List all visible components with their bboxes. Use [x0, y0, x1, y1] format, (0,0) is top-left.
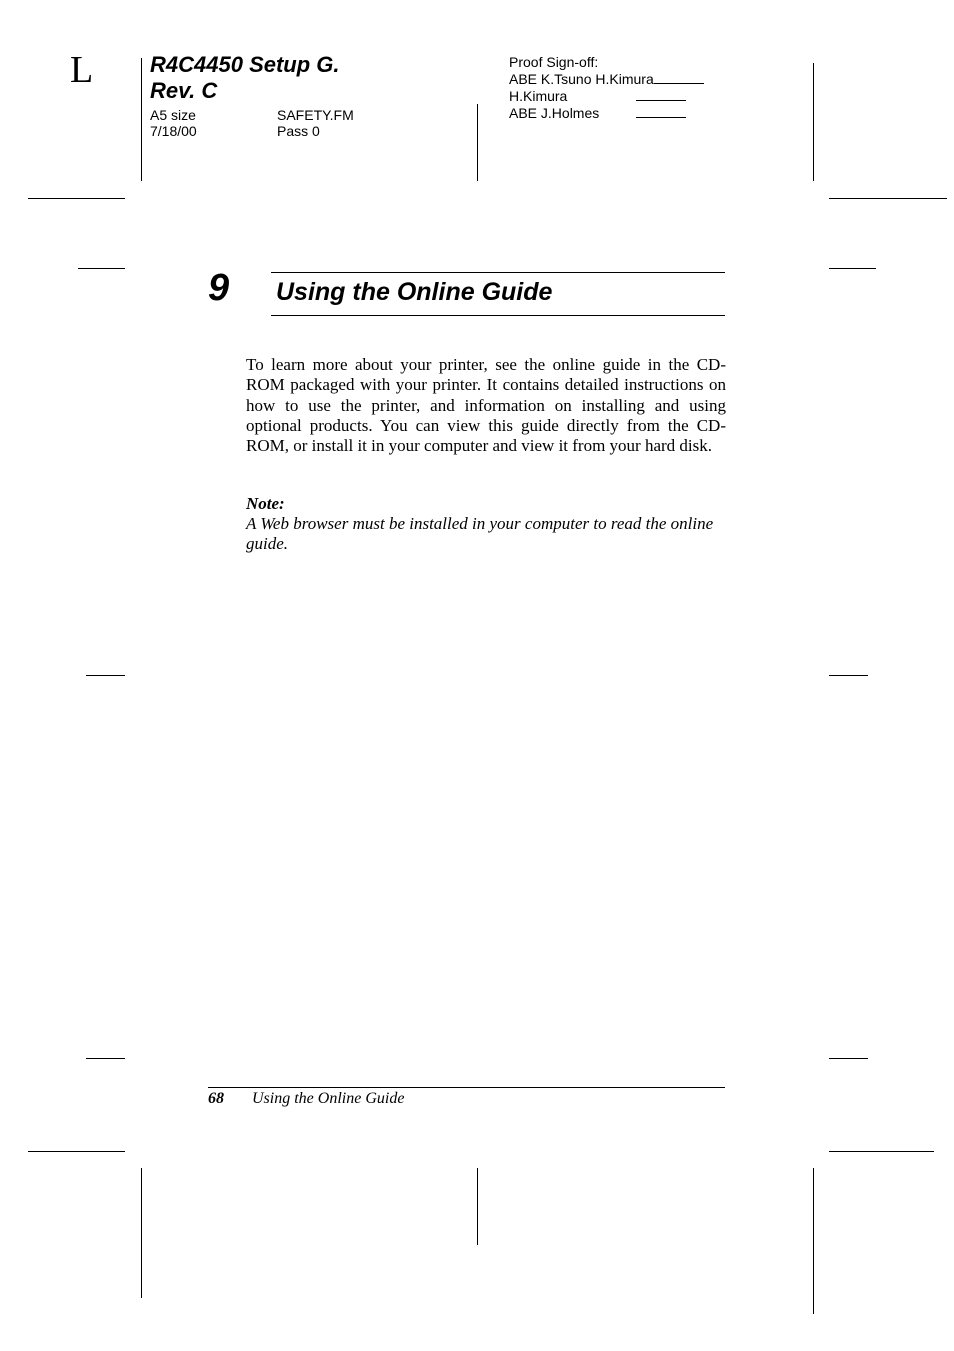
signoff-names: ABE J.Holmes — [509, 105, 600, 121]
page-number: 68 — [208, 1090, 224, 1107]
signoff-names: ABE K.Tsuno H.Kimura — [509, 71, 654, 87]
revision-date: 7/18/00 — [150, 123, 197, 139]
signature-line — [636, 105, 686, 118]
chapter-rule-bottom — [271, 315, 725, 316]
signature-line — [654, 71, 704, 84]
signoff-names: H.Kimura — [509, 88, 568, 104]
pass-number: Pass 0 — [277, 123, 320, 139]
crop-mark-horizontal — [829, 675, 868, 676]
chapter-title: Using the Online Guide — [276, 278, 553, 306]
crop-mark-horizontal — [78, 268, 125, 269]
document-title-line1: R4C4450 Setup G. — [150, 52, 340, 77]
crop-mark-vertical — [141, 58, 142, 181]
note-label: Note: — [246, 494, 285, 513]
proof-signoff — [509, 54, 704, 122]
page-size: A5 size — [150, 107, 196, 123]
document-title — [150, 52, 340, 104]
corner-letter: L — [70, 49, 94, 91]
document-title-line2: Rev. C — [150, 78, 218, 103]
chapter-rule-top — [271, 272, 725, 273]
crop-mark-vertical — [813, 1168, 814, 1314]
chapter-number: 9 — [208, 267, 230, 309]
signoff-row — [509, 105, 704, 122]
crop-mark-horizontal — [829, 268, 876, 269]
crop-mark-vertical — [477, 1168, 478, 1245]
footer-title: Using the Online Guide — [252, 1090, 405, 1107]
crop-mark-vertical — [477, 104, 478, 181]
crop-mark-horizontal — [829, 1151, 934, 1152]
crop-mark-horizontal — [86, 1058, 125, 1059]
crop-mark-horizontal — [28, 198, 125, 199]
note-text: A Web browser must be installed in your computer to read the online guide. — [246, 514, 714, 554]
crop-mark-vertical — [813, 63, 814, 181]
file-name: SAFETY.FM — [277, 107, 354, 123]
body-paragraph: To learn more about your printer, see the online guide in the CD-ROM packaged with your printer. It contains detailed instructions on how to use the printer, and information on installing and using optional products. You can view this guide directly from the CD-ROM, or install it in your computer and view it from your hard disk. — [246, 355, 726, 456]
signoff-row — [509, 71, 704, 88]
signoff-label: Proof Sign-off: — [509, 54, 599, 70]
crop-mark-horizontal — [28, 1151, 125, 1152]
crop-mark-horizontal — [829, 198, 947, 199]
signoff-row — [509, 88, 704, 105]
crop-mark-vertical — [141, 1168, 142, 1298]
crop-mark-horizontal — [86, 675, 125, 676]
crop-mark-horizontal — [829, 1058, 868, 1059]
signature-line — [636, 88, 686, 101]
footer-rule — [208, 1087, 725, 1088]
